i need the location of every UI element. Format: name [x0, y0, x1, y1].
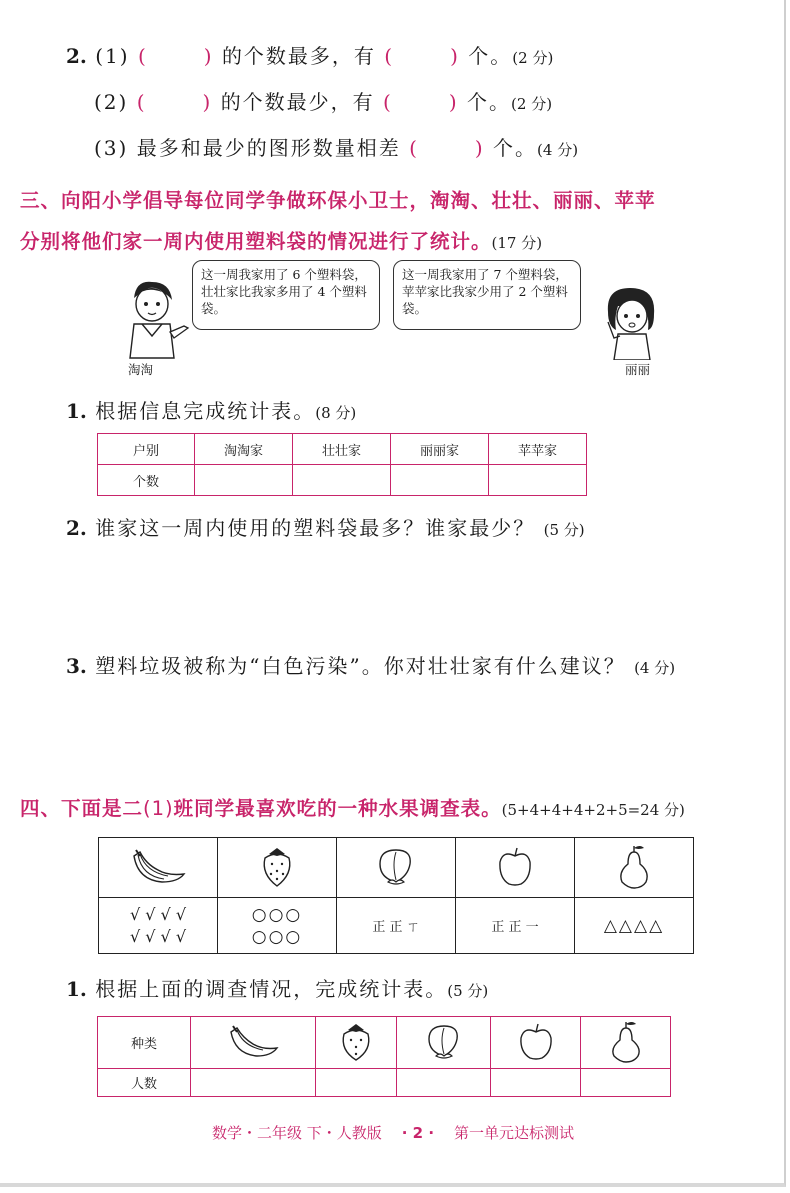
table-row-label: 个数	[98, 465, 195, 496]
plastic-bag-stat-table	[97, 433, 587, 496]
pear-tally: △△△△	[575, 898, 694, 954]
peach-icon	[374, 844, 418, 888]
table-row-label: 人数	[98, 1069, 191, 1097]
table-header-cell: 壮壮家	[293, 434, 391, 465]
strawberry-header	[315, 1017, 396, 1069]
table-row-label: 种类	[98, 1017, 191, 1069]
answer-cell[interactable]	[391, 465, 489, 496]
answer-cell[interactable]	[293, 465, 391, 496]
peach-tally: 正 正 ㄒ	[337, 898, 456, 954]
banana-icon	[225, 1022, 281, 1060]
table-header-cell: 丽丽家	[391, 434, 489, 465]
table-header-cell: 苹苹家	[489, 434, 587, 465]
page-footer: 数学・二年级 下・人教版 · 2 · 第一单元达标测试	[211, 1124, 575, 1142]
speech-bubble-lili: 这一周我家用了 7 个塑料袋，苹苹家比我家少用了 2 个塑料袋。	[393, 260, 581, 330]
answer-cell[interactable]	[191, 1069, 316, 1097]
sec3-q3: 3. 塑料垃圾被称为“白色污染”。你对壮壮家有什么建议？ (4 分)	[66, 654, 676, 678]
page-number: · 2 ·	[401, 1124, 435, 1142]
banana-cell	[99, 838, 218, 898]
answer-cell[interactable]	[581, 1069, 671, 1097]
sec3-q2: 2. 谁家这一周内使用的塑料袋最多？谁家最少？ (5 分)	[66, 516, 585, 540]
apple-header	[491, 1017, 581, 1069]
girl-lili-illustration	[592, 282, 672, 360]
pear-icon	[606, 1018, 646, 1064]
banana-tally: √ √ √ √ √ √ √ √	[99, 898, 218, 954]
q2-line-1: 2. (1) ( ) 的个数最多，有 ( ) 个。(2 分)	[66, 44, 554, 68]
pear-icon	[614, 842, 654, 890]
strawberry-cell	[218, 838, 337, 898]
answer-cell[interactable]	[315, 1069, 396, 1097]
strawberry-icon	[338, 1020, 374, 1062]
section-3-title-line-1: 三、向阳小学倡导每位同学争做环保小卫士，淘淘、壮壮、丽丽、苹苹	[20, 189, 656, 212]
fruit-survey-table	[98, 837, 694, 954]
apple-tally: 正 正 一	[456, 898, 575, 954]
q2-line-3: (3) 最多和最少的图形数量相差 ( ) 个。(4 分)	[94, 136, 579, 160]
answer-cell[interactable]	[491, 1069, 581, 1097]
answer-cell[interactable]	[195, 465, 293, 496]
name-lili: 丽丽	[625, 362, 651, 377]
strawberry-icon	[257, 844, 297, 888]
answer-cell[interactable]	[489, 465, 587, 496]
pear-header	[581, 1017, 671, 1069]
table-header-cell: 淘淘家	[195, 434, 293, 465]
section-3-title-line-2: 分别将他们家一周内使用塑料袋的情况进行了统计。(17 分)	[20, 230, 543, 253]
peach-header	[397, 1017, 491, 1069]
sec3-q1: 1. 根据信息完成统计表。(8 分)	[66, 399, 357, 423]
fruit-stat-table	[97, 1016, 671, 1097]
apple-icon	[495, 844, 535, 888]
speech-bubble-taotao: 这一周我家用了 6 个塑料袋，壮壮家比我家多用了 4 个塑料袋。	[192, 260, 380, 330]
apple-icon	[516, 1020, 556, 1062]
banana-icon	[128, 846, 188, 886]
boy-taotao-illustration	[112, 276, 192, 360]
strawberry-tally: ○○○ ○○○	[218, 898, 337, 954]
answer-cell[interactable]	[397, 1069, 491, 1097]
sec4-q1: 1. 根据上面的调查情况，完成统计表。(5 分)	[66, 977, 489, 1001]
pear-cell	[575, 838, 694, 898]
name-taotao: 淘淘	[128, 362, 154, 377]
banana-header	[191, 1017, 316, 1069]
table-header-cell: 户别	[98, 434, 195, 465]
section-4-title: 四、下面是二(1)班同学最喜欢吃的一种水果调查表。(5+4+4+4+2+5=24 分)	[20, 797, 685, 820]
peach-icon	[423, 1020, 465, 1062]
peach-cell	[337, 838, 456, 898]
q2-line-2: (2) ( ) 的个数最少，有 ( ) 个。(2 分)	[94, 90, 553, 114]
apple-cell	[456, 838, 575, 898]
